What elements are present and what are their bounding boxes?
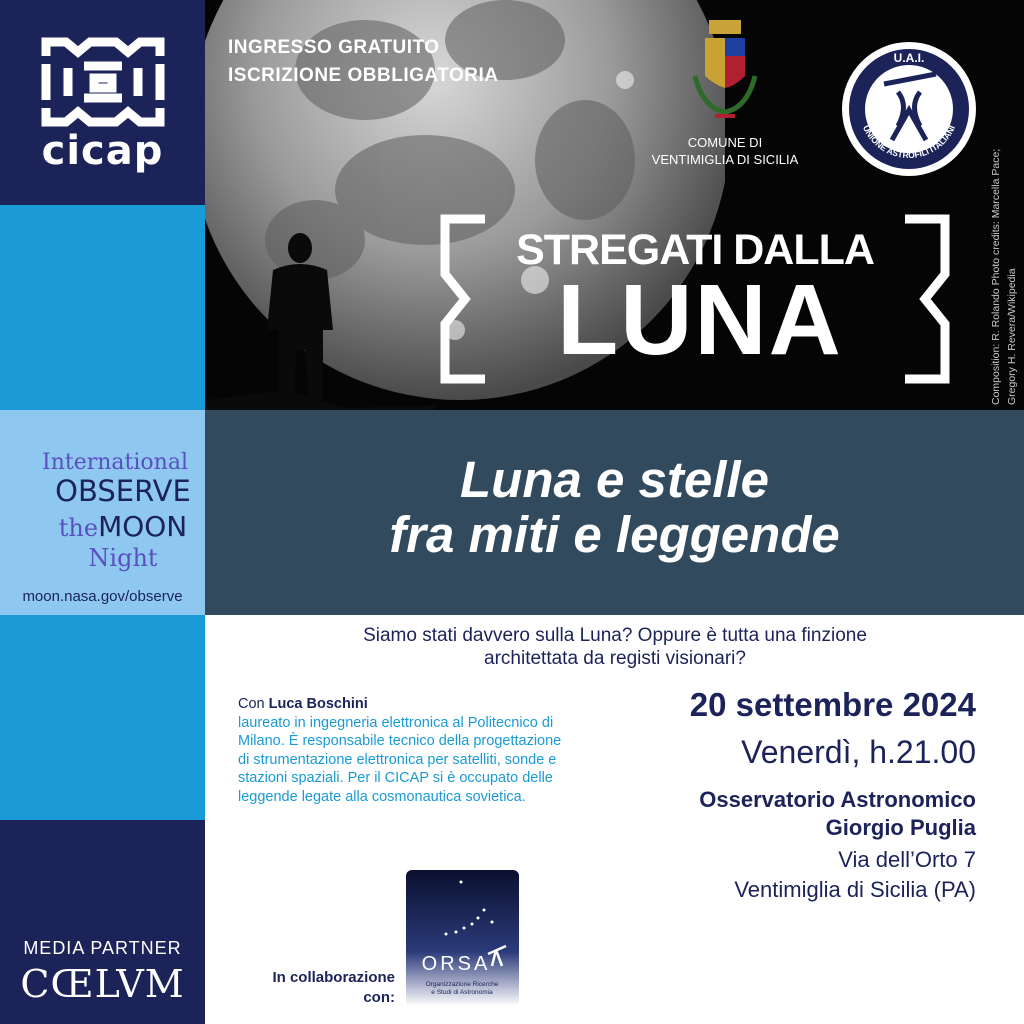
venue-name-2: Giorgio Puglia [825,815,976,840]
coelvm-logo: CŒLVM [20,962,185,1006]
event-title-line-1: STREGATI DALLA [516,226,874,274]
left-bracket-icon [440,214,490,384]
subtitle [205,452,1024,562]
event-time: Venerdì, h.21.00 [741,734,976,770]
address-line-2: Ventimiglia di Sicilia (PA) [734,877,976,902]
event-date: 20 settembre 2024 [689,686,976,723]
subtitle-line-1: Luna e stelle [460,451,769,508]
left-panel-cyan-2 [0,615,205,820]
event-title-line-2: LUNA [557,264,843,376]
speaker-prefix: Con [238,696,265,712]
venue-name-1: Osservatorio Astronomico [699,787,976,812]
iomn-the-moon [48,510,198,543]
uai-top-text: U.A.I. [893,51,925,65]
ingresso-line-1: INGRESSO GRATUITO [228,37,440,58]
left-panel-cyan-1 [0,205,205,410]
photo-credits [984,148,1024,410]
media-partner-label: MEDIA PARTNER [23,938,182,958]
uai-ring-path-text: UNIONE ASTROFILI ITALIANI [860,123,958,161]
speaker-bio: laureato in ingegneria elettronica al Politecnico di Milano. È responsabile tecnico della progettazione di strumentazione elettronica per satelliti, sonde e stazioni spaziali. Per il CICAP si è occupato delle leggende legate alla cosmonautica sovietica. [238,714,562,805]
question-line-2: architettata da registi visionari? [484,648,746,669]
collab-line-2: con: [363,989,395,1006]
orsa-logo-icon [406,870,519,1006]
iomn-the: the [58,514,99,542]
orsa-name: ORSA [421,953,491,975]
coat-of-arms-icon [685,16,765,126]
comune-line-1: COMUNE DI [687,135,763,150]
orsa-sub-1: Organizzazione Ricerche [425,981,499,988]
collab-line-1: In collaborazione [272,969,395,986]
collaboration-label [240,968,395,1008]
ingresso-note [228,34,498,90]
subtitle-line-2: fra miti e leggende [389,506,840,563]
uai-logo-icon [840,40,978,178]
iomn-observe: OBSERVE [55,474,191,508]
iomn-moon: MOON [98,510,188,543]
comune-line-2: VENTIMIGLIA DI SICILIA [651,152,799,167]
iomn-international: International [42,450,188,475]
credits-line-1: Composition: R. Rolando Photo credits: Marcella Pace; [990,148,1002,405]
speaker-info [238,695,568,806]
iomn-night: Night [88,544,158,572]
cicap-wordmark: cicap [41,128,164,174]
right-bracket-icon [900,214,950,384]
comune-label [620,134,830,168]
iomn-url: moon.nasa.gov/observe [22,588,183,605]
question-line-1: Siamo stati davvero sulla Luna? Oppure è tutta una finzione [363,625,867,646]
speaker-name: Luca Boschini [268,696,368,712]
address-line-1: Via dell’Orto 7 [838,847,976,872]
ingresso-line-2: ISCRIZIONE OBBLIGATORIA [228,65,499,86]
orsa-sub-2: e Studi di Astronomia [431,989,493,996]
event-question [225,624,1005,670]
credits-line-2: Gregory H. Revera/Wikipedia [1006,268,1018,405]
